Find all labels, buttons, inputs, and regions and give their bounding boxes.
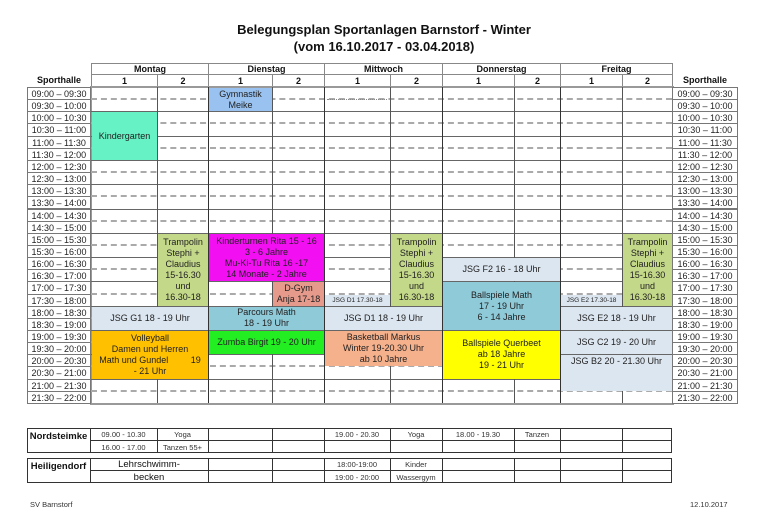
nordsteimke-cell: 19.00 - 20.30 [334,430,380,439]
booking-line: Basketball Markus [346,332,421,343]
nordsteimke-name: Nordsteimke [29,431,88,442]
right-side-label: Sporthalle [682,75,727,85]
nordsteimke-cell: Yoga [174,430,191,439]
booking-text [628,237,668,303]
booking-line: Claudius [398,258,435,269]
dotted-marker [327,99,387,100]
heiligendorf-cell: 18:00-19:00 [336,460,378,469]
time-slot-right: 10:30 – 11:00 [672,123,738,136]
time-slot-right: 18:30 – 19:00 [672,318,738,331]
time-slot-left: 14:30 – 15:00 [27,221,91,234]
booking-line: Trampolin [396,236,437,247]
time-slot-left: 19:30 – 20:00 [27,342,91,355]
time-slot-right: 12:30 – 13:00 [672,172,738,185]
time-slot-right: 21:00 – 21:30 [672,379,738,392]
booking-line: JSG C2 19 - 20 Uhr [576,337,657,348]
heiligendorf-cell [560,472,622,483]
time-slot-left: 10:30 – 11:00 [27,123,91,136]
booking-zumba[interactable] [209,331,324,354]
booking-line: Kindergarten [98,130,151,141]
booking-text [99,333,201,377]
booking-text [332,295,382,306]
time-slot-left: 21:30 – 22:00 [27,391,91,404]
booking-line: Trampolin [163,236,203,247]
booking-dgym[interactable] [273,282,324,305]
booking-line: 17 - 19 Uhr [478,300,525,311]
nordsteimke-cell [560,429,622,440]
footer-club: SV Barnstorf [30,500,73,509]
heiligendorf-cell [514,472,560,483]
booking-line: 15-16.30 [629,269,666,280]
booking-text [110,313,190,324]
booking-text [571,356,662,367]
booking-line: Meike [228,99,253,110]
nordsteimke-cell [272,442,324,453]
time-slot-left: 18:00 – 18:30 [27,306,91,319]
time-slot-left: 18:30 – 19:00 [27,318,91,331]
time-slot-left: 20:30 – 21:00 [27,366,91,379]
time-slot-right: 11:30 – 12:00 [672,148,738,161]
time-slot-left: 21:00 – 21:30 [27,379,91,392]
half-hour-line [91,195,672,197]
nordsteimke-cell: 18.00 - 19.30 [455,430,501,439]
nordsteimke-cell [622,429,672,440]
booking-text [216,236,317,280]
booking-line: Ballspiele Querbeet [462,338,541,349]
booking-text [577,313,656,324]
booking-line: und [175,280,191,291]
booking-trampolin-mo[interactable] [158,234,208,306]
hour-line [91,209,672,210]
booking-parcours[interactable] [209,307,324,330]
time-slot-right: 10:00 – 10:30 [672,111,738,124]
time-slot-left: 11:30 – 12:00 [27,148,91,161]
booking-text [163,237,203,303]
booking-jsg-f2[interactable] [443,258,560,281]
booking-text [471,290,532,323]
booking-line: Gymnastik [219,88,262,99]
time-slot-left: 09:30 – 10:00 [27,99,91,112]
booking-basketball[interactable] [325,331,442,366]
time-slot-left: 15:00 – 15:30 [27,233,91,246]
time-slot-right: 09:30 – 10:00 [672,99,738,112]
booking-line: 18 - 19 Uhr [243,318,290,329]
hall-header: 1 [91,74,158,87]
booking-line: Stephi + [399,247,434,258]
booking-line: 16.30-18 [165,291,201,302]
time-slot-right: 13:00 – 13:30 [672,184,738,197]
time-slot-right: 14:30 – 15:00 [672,221,738,234]
booking-line: JSG B2 20 - 21.30 Uhr [570,356,663,367]
nordsteimke-cell: Tanzen 55+ [163,442,202,452]
booking-text [237,307,296,329]
booking-jsg-b2[interactable] [561,355,672,390]
booking-line: 6 - 14 Jahre [477,311,526,322]
booking-line: Stephi + [166,247,200,258]
heiligendorf-cell: becken [133,471,165,483]
booking-line: Anja 17-18 [276,294,321,305]
nordsteimke-cell [514,442,560,453]
heiligendorf-cell [208,472,272,483]
hour-line [91,160,672,161]
hall-header: 2 [514,74,561,87]
heiligendorf-cell [442,472,514,483]
time-slot-right: 18:00 – 18:30 [672,306,738,319]
nordsteimke-cell [442,442,514,453]
booking-line: Trampolin [627,236,668,247]
time-slot-right: 17:00 – 17:30 [672,281,738,294]
heiligendorf-cell [442,459,514,470]
booking-line: 16.30-18 [629,291,666,302]
nordsteimke-cell [208,442,272,453]
booking-jsg-e2[interactable] [561,307,672,330]
half-hour-line [91,220,672,222]
time-slot-left: 17:00 – 17:30 [27,281,91,294]
booking-line: Parcours Math [237,307,296,318]
booking-line: 15-16.30 [165,269,201,280]
time-slot-right: 09:00 – 09:30 [672,87,738,100]
booking-gymnastik[interactable] [209,88,272,111]
nordsteimke-cell [390,442,442,453]
heiligendorf-cell [272,459,324,470]
time-slot-right: 12:00 – 12:30 [672,160,738,173]
nordsteimke-cell [208,429,272,440]
time-slot-left: 20:00 – 20:30 [27,354,91,367]
booking-text [577,337,656,348]
time-slot-left: 13:00 – 13:30 [27,184,91,197]
booking-text [567,295,617,306]
nordsteimke-cell [622,442,672,453]
booking-line: Stephi + [630,247,665,258]
time-slot-right: 21:30 – 22:00 [672,391,738,404]
day-header-mittwoch: Mittwoch [324,63,443,75]
time-slot-right: 20:30 – 21:00 [672,366,738,379]
heiligendorf-cell [560,459,622,470]
hall-header: 1 [208,74,273,87]
time-slot-left: 14:00 – 14:30 [27,209,91,222]
booking-line: D-Gym [284,283,313,294]
hall-header: 1 [324,74,391,87]
left-side-label: Sporthalle [36,75,81,85]
heiligendorf-cell [622,459,672,470]
day-header-dienstag: Dienstag [208,63,325,75]
booking-text [462,338,541,371]
half-hour-line [91,122,672,124]
booking-line: Mu-Ki-Tu Rita 16 -17 [224,257,309,268]
nordsteimke-cell: Tanzen [524,430,550,439]
booking-ballspiele-querbeet[interactable] [443,331,560,379]
time-slot-left: 09:00 – 09:30 [27,87,91,100]
booking-jsg-d1-small[interactable] [325,295,390,306]
booking-kinderturnen[interactable] [209,234,324,282]
day-header-montag: Montag [91,63,209,75]
booking-line: JSG G1 18 - 19 Uhr [110,312,190,323]
booking-line: 19 - 21 Uhr [478,360,525,371]
booking-line: Claudius [629,258,666,269]
half-hour-line [91,147,672,149]
time-slot-left: 10:00 – 10:30 [27,111,91,124]
time-slot-left: 16:00 – 16:30 [27,257,91,270]
booking-line: Math und Gundel 19 [99,354,201,365]
time-slot-right: 14:00 – 14:30 [672,209,738,222]
booking-text [99,131,151,142]
heiligendorf-cell: Kinder [405,460,427,469]
booking-jsg-g1[interactable] [92,307,208,330]
time-slot-right: 15:00 – 15:30 [672,233,738,246]
booking-jsg-d1[interactable] [325,307,442,330]
time-slot-right: 11:00 – 11:30 [672,136,738,149]
heiligendorf-cell [272,472,324,483]
hall-header: 2 [272,74,325,87]
booking-ballspiele-math[interactable] [443,282,560,330]
booking-line: JSG D1 18 - 19 Uhr [343,312,424,323]
booking-text [277,283,321,305]
heiligendorf-cell: Lehrschwimm- [118,459,180,470]
hall-header: 1 [560,74,623,87]
booking-line: 3 - 6 Jahre [244,246,289,257]
time-slot-left: 12:30 – 13:00 [27,172,91,185]
booking-line: Zumba Birgit 19 - 20 Uhr [217,337,316,348]
booking-line: 15-16.30 [398,269,435,280]
nordsteimke-cell [324,442,390,453]
booking-line: Damen und Herren [111,343,189,354]
booking-text [462,264,540,275]
hour-line [91,184,672,185]
page-subtitle: (vom 16.10.2017 - 03.04.2018) [293,39,475,54]
day-header-donnerstag: Donnerstag [442,63,561,75]
booking-jsg-c2[interactable] [561,331,672,354]
time-slot-left: 19:00 – 19:30 [27,330,91,343]
time-slot-left: 17:30 – 18:00 [27,294,91,307]
nordsteimke-cell [272,429,324,440]
booking-line: ab 10 Jahre [359,354,408,365]
hall-header: 2 [390,74,443,87]
heiligendorf-cell [622,472,672,483]
time-slot-right: 20:00 – 20:30 [672,354,738,367]
booking-line: - 21 Uhr [133,365,167,376]
booking-line: ab 18 Jahre [477,349,526,360]
heiligendorf-name: Heiligendorf [30,461,87,472]
footer-date: 12.10.2017 [690,500,728,509]
hall-header: 1 [442,74,515,87]
booking-trampolin-mi[interactable] [391,234,442,306]
booking-kindergarten[interactable] [92,112,157,160]
booking-line: Claudius [165,258,201,269]
time-slot-left: 11:00 – 11:30 [27,136,91,149]
time-slot-left: 15:30 – 16:00 [27,245,91,258]
hall-header: 2 [622,74,673,87]
booking-line: 14 Monate - 2 Jahre [226,268,307,279]
hall-header: 2 [157,74,209,87]
heiligendorf-cell [514,459,560,470]
booking-text [217,337,316,348]
booking-line: JSG F2 16 - 18 Uhr [462,264,541,275]
hour-line [91,136,672,137]
page-title: Belegungsplan Sportanlagen Barnstorf - Winter [237,22,531,37]
nordsteimke-cell [560,442,622,453]
booking-line: JSG E2 18 - 19 Uhr [577,312,656,323]
time-slot-right: 16:30 – 17:00 [672,269,738,282]
booking-line: und [639,280,656,291]
booking-jsg-e2-small[interactable] [561,295,622,306]
nordsteimke-cell: Yoga [407,430,425,439]
time-slot-right: 19:00 – 19:30 [672,330,738,343]
booking-text [219,89,262,111]
booking-text [343,332,424,365]
time-slot-right: 13:30 – 14:00 [672,196,738,209]
booking-text [344,313,423,324]
time-slot-left: 13:30 – 14:00 [27,196,91,209]
heiligendorf-cell [208,459,272,470]
time-slot-right: 19:30 – 20:00 [672,342,738,355]
nordsteimke-cell: 16.00 - 17.00 [101,442,146,452]
day-header-freitag: Freitag [560,63,673,75]
time-slot-right: 16:00 – 16:30 [672,257,738,270]
time-slot-right: 17:30 – 18:00 [672,294,738,307]
hour-line [91,111,672,112]
booking-line: JSG D1 17.30-18 [332,296,383,304]
booking-line: Volleyball [130,332,170,343]
booking-line: und [408,280,425,291]
booking-line: Ballspiele Math [470,289,533,300]
time-slot-left: 16:30 – 17:00 [27,269,91,282]
time-slot-right: 15:30 – 16:00 [672,245,738,258]
nordsteimke-cell: 09.00 - 10.30 [101,430,146,439]
booking-line: 16.30-18 [398,291,435,302]
heiligendorf-cell: 19:00 - 20:00 [334,472,380,482]
half-hour-line [91,171,672,173]
booking-volleyball[interactable] [92,331,208,379]
booking-text [397,237,437,303]
booking-trampolin-fr[interactable] [623,234,672,306]
booking-line: Kinderturnen Rita 15 - 16 [216,235,317,246]
booking-line: JSG E2 17.30-18 [566,296,617,304]
heiligendorf-cell: Wassergym [396,472,436,482]
booking-line: Winter 19-20.30 Uhr [342,343,425,354]
time-slot-left: 12:00 – 12:30 [27,160,91,173]
